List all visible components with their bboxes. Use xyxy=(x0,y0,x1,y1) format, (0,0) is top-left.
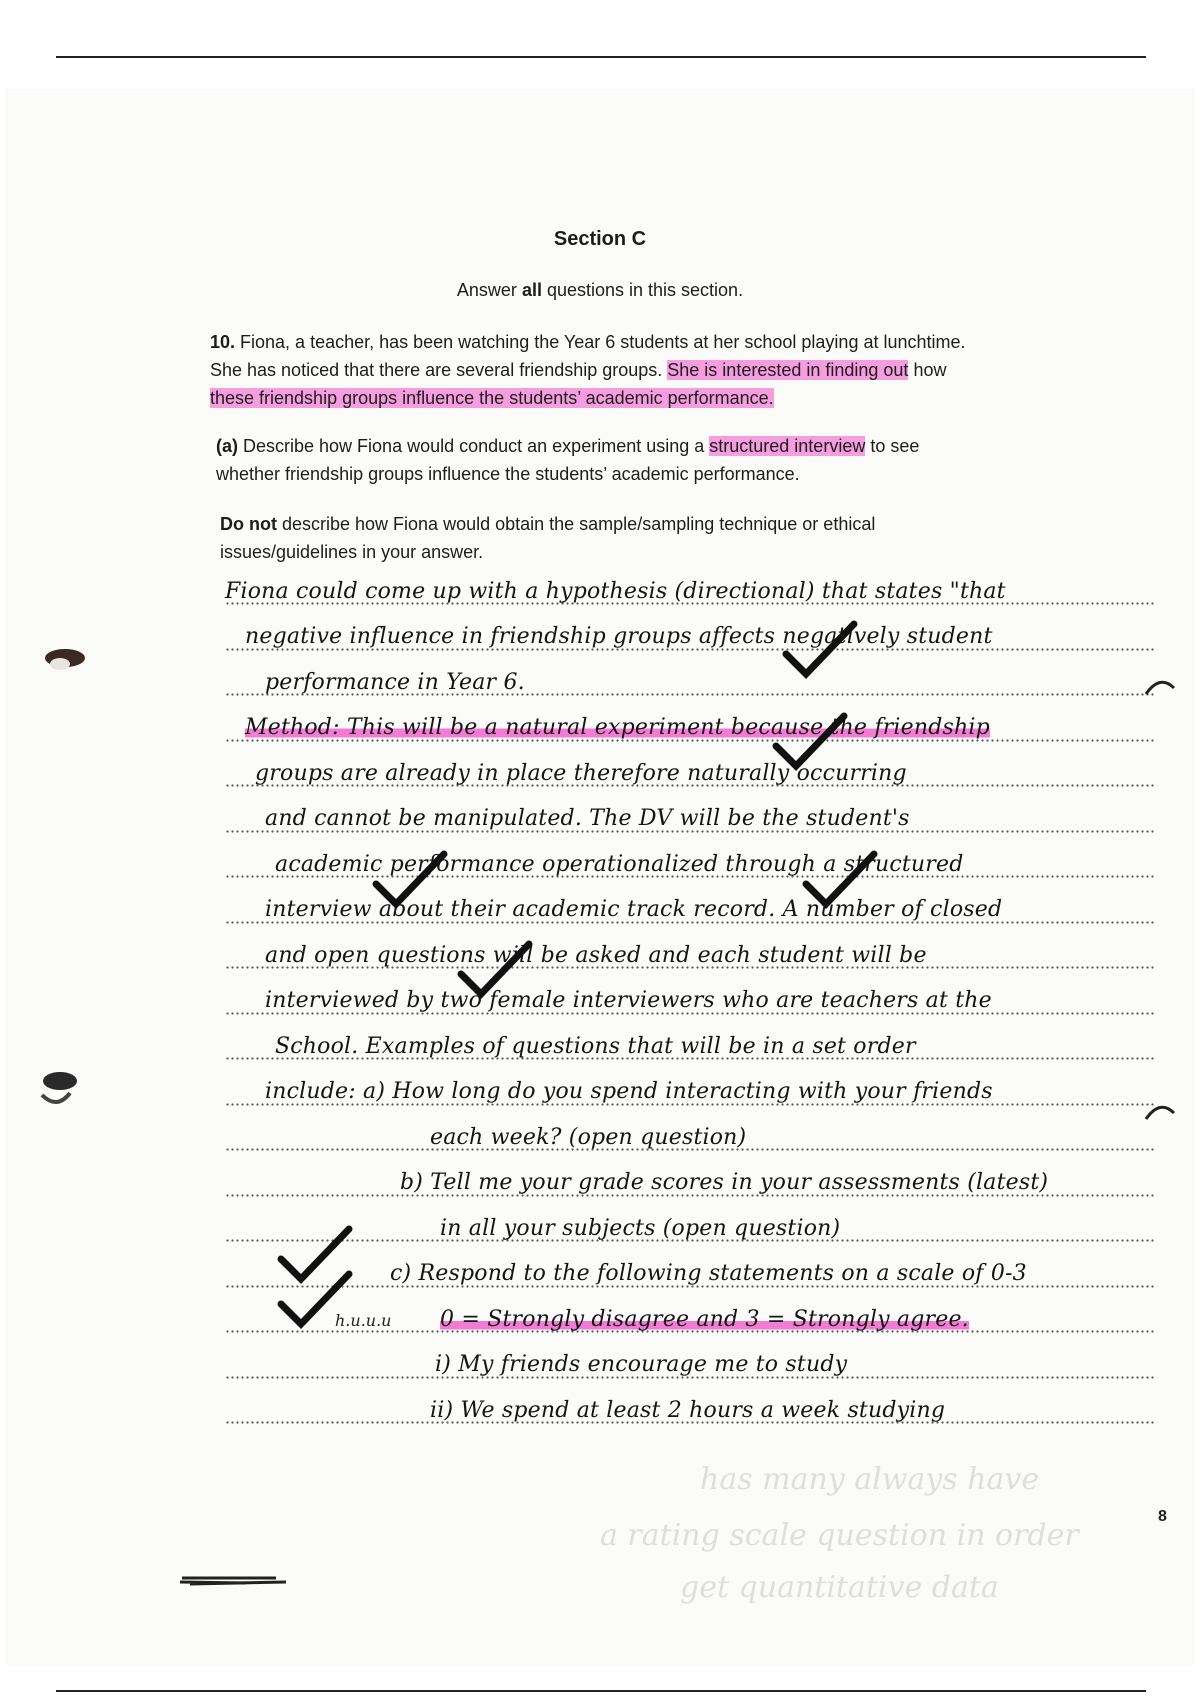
handwritten-line: in all your subjects (open question) xyxy=(440,1215,841,1241)
answer-lines xyxy=(225,568,1155,1433)
margin-note: h.u.u.u xyxy=(335,1310,392,1330)
tick-mark-icon xyxy=(800,850,880,910)
answer-line xyxy=(225,978,1155,1024)
answer-line xyxy=(225,568,1155,614)
handwritten-line: ii) We spend at least 2 hours a week studying xyxy=(430,1397,946,1423)
tick-mark-icon xyxy=(275,1270,355,1330)
tick-mark-icon xyxy=(455,940,535,1000)
tick-mark-icon xyxy=(780,620,860,680)
answer-line xyxy=(225,1251,1155,1297)
handwritten-line: interviewed by two female interviewers who are teachers at the xyxy=(265,988,992,1013)
handwritten-line: b) Tell me your grade scores in your assessments (latest) xyxy=(400,1170,1049,1195)
handwritten-line: School. Examples of questions that will be in a set order xyxy=(275,1033,916,1059)
bleed-through-text: get quantitative data xyxy=(680,1570,999,1605)
answer-line xyxy=(225,1114,1155,1160)
handwritten-line: groups are already in place therefore naturally occurring xyxy=(255,760,907,786)
answer-line xyxy=(225,932,1155,978)
bracket-mark xyxy=(1140,1097,1180,1127)
bleed-through-text: has many always have xyxy=(700,1462,1040,1497)
answer-line xyxy=(225,1205,1155,1251)
hole-punch-mark xyxy=(32,1065,82,1115)
handwritten-line: Fiona could come up with a hypothesis (directional) that states "that xyxy=(225,578,1006,604)
pen-scribble xyxy=(176,1570,296,1590)
page-number: 8 xyxy=(1158,1508,1167,1525)
handwritten-line: negative influence in friendship groups affects negatively student xyxy=(245,624,993,649)
section-heading: Section C xyxy=(553,228,647,250)
answer-line xyxy=(225,1069,1155,1115)
answer-line xyxy=(225,1023,1155,1069)
hole-punch-mark xyxy=(40,640,90,680)
question-part-a: (a) Describe how Fiona would conduct an experiment using a structured interview to see whether friendship groups influence the students’ academic performance. xyxy=(216,436,920,484)
answer-line xyxy=(225,659,1155,705)
handwritten-line: c) Respond to the following statements on a scale of 0-3 xyxy=(390,1261,1027,1286)
question-stem: 10. Fiona, a teacher, has been watching the Year 6 students at her school playing at lunchtime. She has noticed that there are several friendship groups. She is interested in finding out how these friendship groups influence the students’ academic performance. xyxy=(210,332,966,408)
handwritten-line: Method: This will be a natural experiment because the friendship xyxy=(245,715,990,740)
handwritten-line: i) My friends encourage me to study xyxy=(435,1352,848,1377)
answer-line xyxy=(225,796,1155,842)
answer-line xyxy=(225,1160,1155,1206)
handwritten-line: interview about their academic track record. A number of closed xyxy=(265,897,1003,922)
answer-line xyxy=(225,841,1155,887)
handwritten-line: academic performance operationalized through a structured xyxy=(275,851,964,877)
handwritten-line: and open questions will be asked and each student will be xyxy=(265,942,927,968)
answer-line xyxy=(225,705,1155,751)
handwritten-line: and cannot be manipulated. The DV will be the student's xyxy=(265,806,910,831)
top-rule xyxy=(56,56,1146,58)
tick-mark-icon xyxy=(370,850,450,910)
handwritten-line: each week? (open question) xyxy=(430,1124,747,1150)
answer-line xyxy=(225,614,1155,660)
bracket-mark xyxy=(1140,672,1180,702)
answer-line xyxy=(225,1342,1155,1388)
answer-line xyxy=(225,887,1155,933)
handwritten-line: include: a) How long do you spend interacting with your friends xyxy=(265,1079,993,1104)
answer-line xyxy=(225,750,1155,796)
tick-mark-icon xyxy=(770,712,850,772)
question-note: Do not describe how Fiona would obtain the sample/sampling technique or ethical issues/guidelines in your answer. xyxy=(220,514,876,562)
answer-line xyxy=(225,1296,1155,1342)
bottom-rule xyxy=(56,1690,1146,1692)
answer-line xyxy=(225,1387,1155,1433)
handwritten-line: 0 = Strongly disagree and 3 = Strongly agree. xyxy=(440,1306,969,1332)
section-instruction: Answer all questions in this section. xyxy=(456,280,744,300)
bleed-through-text: a rating scale question in order xyxy=(600,1518,1079,1553)
handwritten-line: performance in Year 6. xyxy=(265,669,525,695)
